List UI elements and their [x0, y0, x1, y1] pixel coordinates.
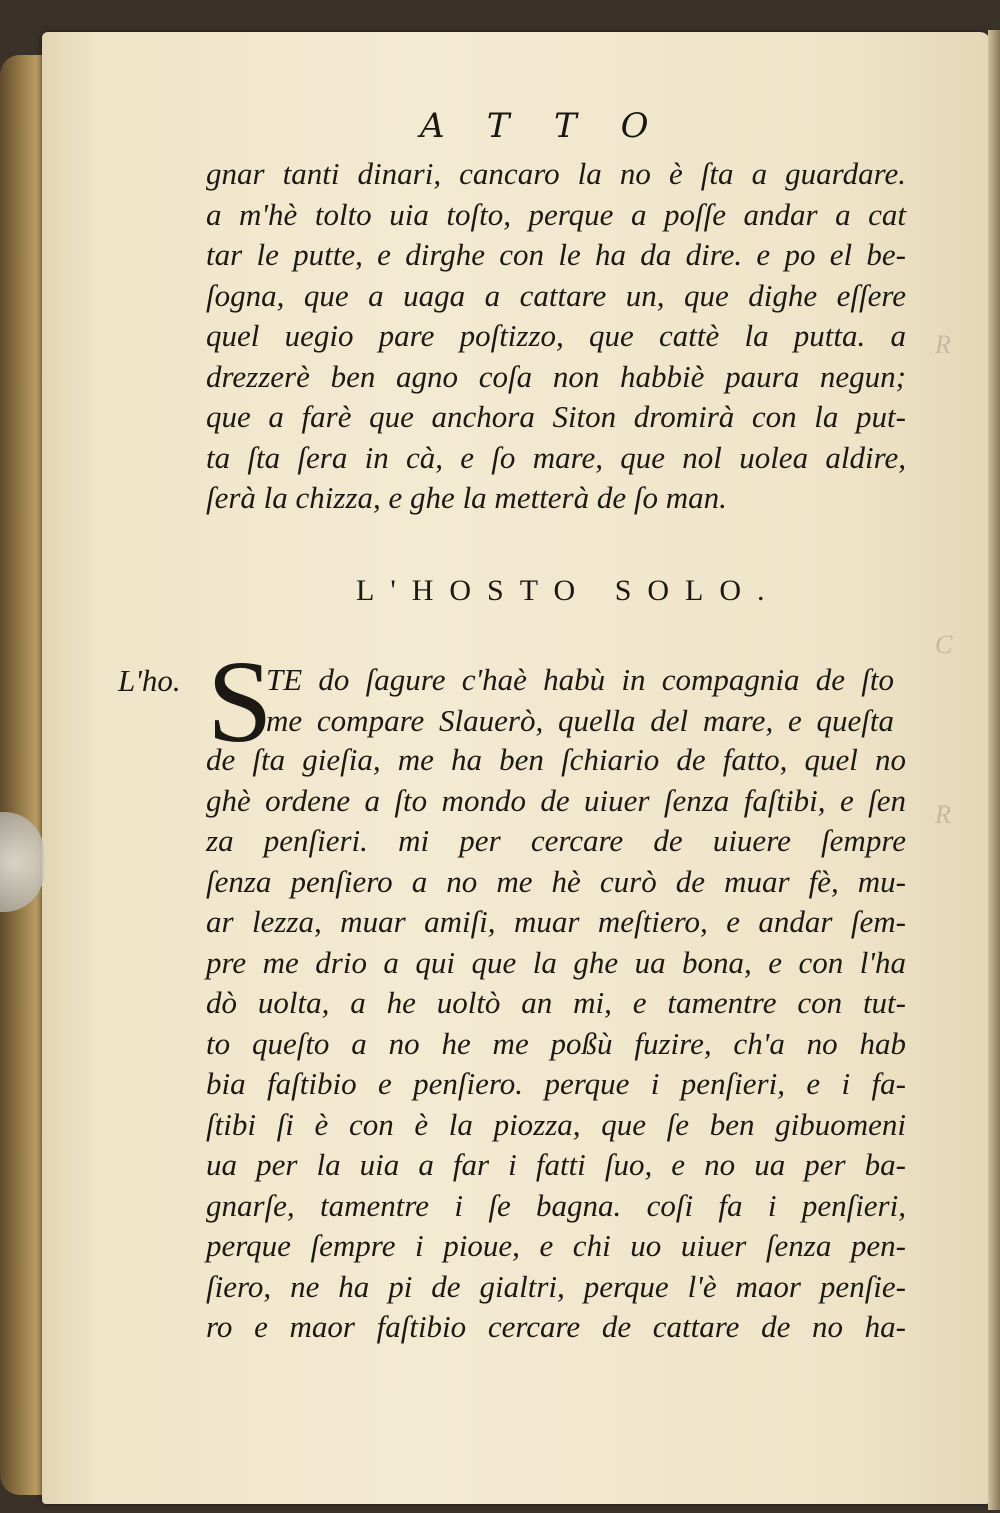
text-line: me compare Slauerò, quella del mare, e queſta [266, 702, 894, 738]
text-block-1 [206, 154, 906, 519]
show-through-text: C [935, 630, 953, 659]
text-line: quel uegio pare poſtizzo, que cattè la putta. a [206, 318, 906, 353]
text-line: TE do ſagure c'haè habù in compagnia de ſto [266, 662, 894, 697]
text-line: tar le putte, e dirghe con le ha da dire. e po el be- [206, 237, 906, 272]
speaker-label: L'ho. [118, 663, 181, 698]
text-line: gnarſe, tamentre i ſe bagna. coſi fa i penſieri, [206, 1187, 906, 1223]
text-line: perque ſempre i pioue, e chi uo uiuer ſenza pen- [206, 1228, 906, 1263]
text-block-2-opening [266, 660, 894, 741]
text-line: ua per la uia a far i fatti ſuo, e no ua per ba- [206, 1147, 906, 1182]
text-block-2 [206, 740, 906, 1348]
text-line: a m'hè tolto uia toſto, perque a poſſe andar a cat [206, 196, 906, 232]
text-line: za penſieri. mi per cercare de uiuere ſempre [206, 823, 906, 858]
show-through-text: R [935, 330, 951, 359]
text-line: dò uolta, a he uoltò an mi, e tamentre con tut- [206, 985, 906, 1020]
text-line: ſenza penſiero a no me hè curò de muar fè, mu- [206, 863, 906, 899]
drop-capital: S [207, 636, 273, 767]
section-heading: L'HOSTO SOLO. [356, 574, 781, 607]
running-title: ATTO [420, 106, 693, 146]
text-line: ta ſta ſera in cà, e ſo mare, que nol uolea aldire, [206, 439, 906, 475]
text-line: ghè ordene a ſto mondo de uiuer ſenza faſtibi, e ſen [206, 782, 906, 818]
text-line: to queſto a no he me poßù fuzire, ch'a no hab [206, 1025, 906, 1061]
text-line: ſerà la chizza, e ghe la metterà de ſo man. [206, 480, 727, 515]
show-through-text: R [935, 800, 951, 829]
text-line: pre me drio a qui que la ghe ua bona, e con l'ha [206, 944, 906, 980]
page-right-edge [988, 30, 1000, 1510]
text-line: ro e maor faſtibio cercare de cattare de no ha- [206, 1309, 906, 1344]
text-line: ſtibi ſi è con è la piozza, que ſe ben gibuomeni [206, 1106, 906, 1142]
text-line: ſiero, ne ha pi de gialtri, perque l'è maor penſie- [206, 1268, 906, 1304]
text-line: ſogna, que a uaga a cattare un, que dighe eſſere [206, 277, 906, 313]
text-line: de ſta gieſia, me ha ben ſchiario de fatto, quel no [206, 742, 906, 777]
text-line: ar lezza, muar amiſi, muar meſtiero, e andar ſem- [206, 904, 906, 939]
text-line: gnar tanti dinari, cancaro la no è ſta a guardare. [206, 156, 906, 191]
text-line: drezzerè ben agno coſa non habbiè paura negun; [206, 358, 906, 394]
text-line: que a farè que anchora Siton dromirà con la put- [206, 399, 906, 434]
text-line: bia faſtibio e penſiero. perque i penſieri, e i fa- [206, 1066, 906, 1101]
